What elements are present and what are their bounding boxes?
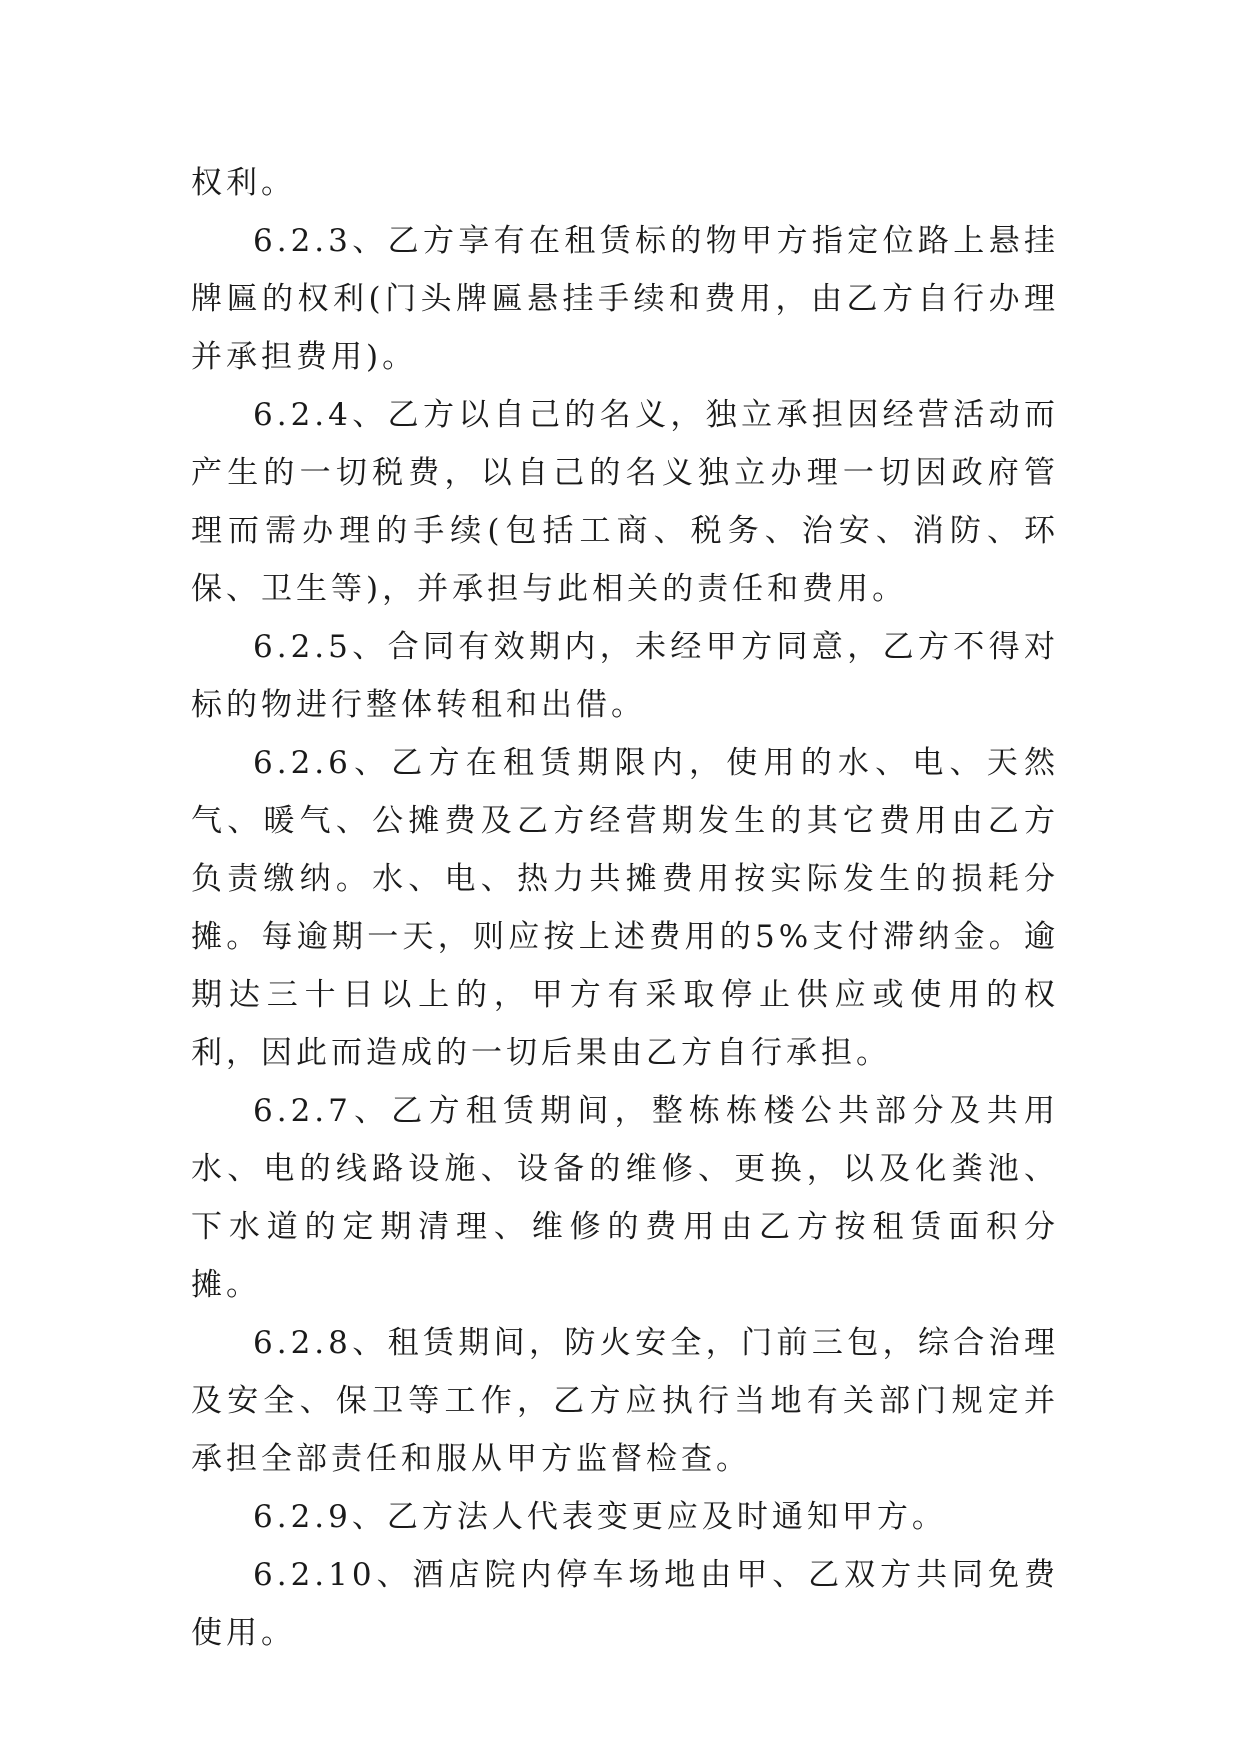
clause-6-2-7: 6.2.7、乙方租赁期间，整栋栋楼公共部分及共用水、电的线路设施、设备的维修、更换，以及化粪池、下水道的定期清理、维修的费用由乙方按租赁面积分摊。 (191, 1093, 1059, 1303)
clause-6-2-8: 6.2.8、租赁期间，防火安全，门前三包，综合治理及安全、保卫等工作，乙方应执行当地有关部门规定并承担全部责任和服从甲方监督检查。 (191, 1325, 1059, 1477)
clause-6-2-3: 6.2.3、乙方享有在租赁标的物甲方指定位路上悬挂牌匾的权利(门头牌匾悬挂手续和费用，由乙方自行办理并承担费用)。 (191, 223, 1059, 375)
clause-6-2-10: 6.2.10、酒店院内停车场地由甲、乙双方共同免费使用。 (191, 1557, 1059, 1651)
clause-6-2-5: 6.2.5、合同有效期内，未经甲方同意，乙方不得对标的物进行整体转租和出借。 (191, 629, 1059, 723)
clause-6-2-4: 6.2.4、乙方以自己的名义，独立承担因经营活动而产生的一切税费，以自己的名义独立办理一切因政府管理而需办理的手续(包括工商、税务、治安、消防、环保、卫生等)，并承担与此相关的责任和费用。 (191, 397, 1059, 607)
clause-6-2-9: 6.2.9、乙方法人代表变更应及时通知甲方。 (253, 1499, 947, 1535)
clause-6-2-6: 6.2.6、乙方在租赁期限内，使用的水、电、天然气、暖气、公摊费及乙方经营期发生的其它费用由乙方负责缴纳。水、电、热力共摊费用按实际发生的损耗分摊。每逾期一天，则应按上述费用的5%支付滞纳金。逾期达三十日以上的，甲方有采取停止供应或使用的权利，因此而造成的一切后果由乙方自行承担。 (191, 745, 1059, 1071)
document-body (191, 154, 1059, 1662)
paragraph-continuation: 权利。 (191, 165, 296, 201)
